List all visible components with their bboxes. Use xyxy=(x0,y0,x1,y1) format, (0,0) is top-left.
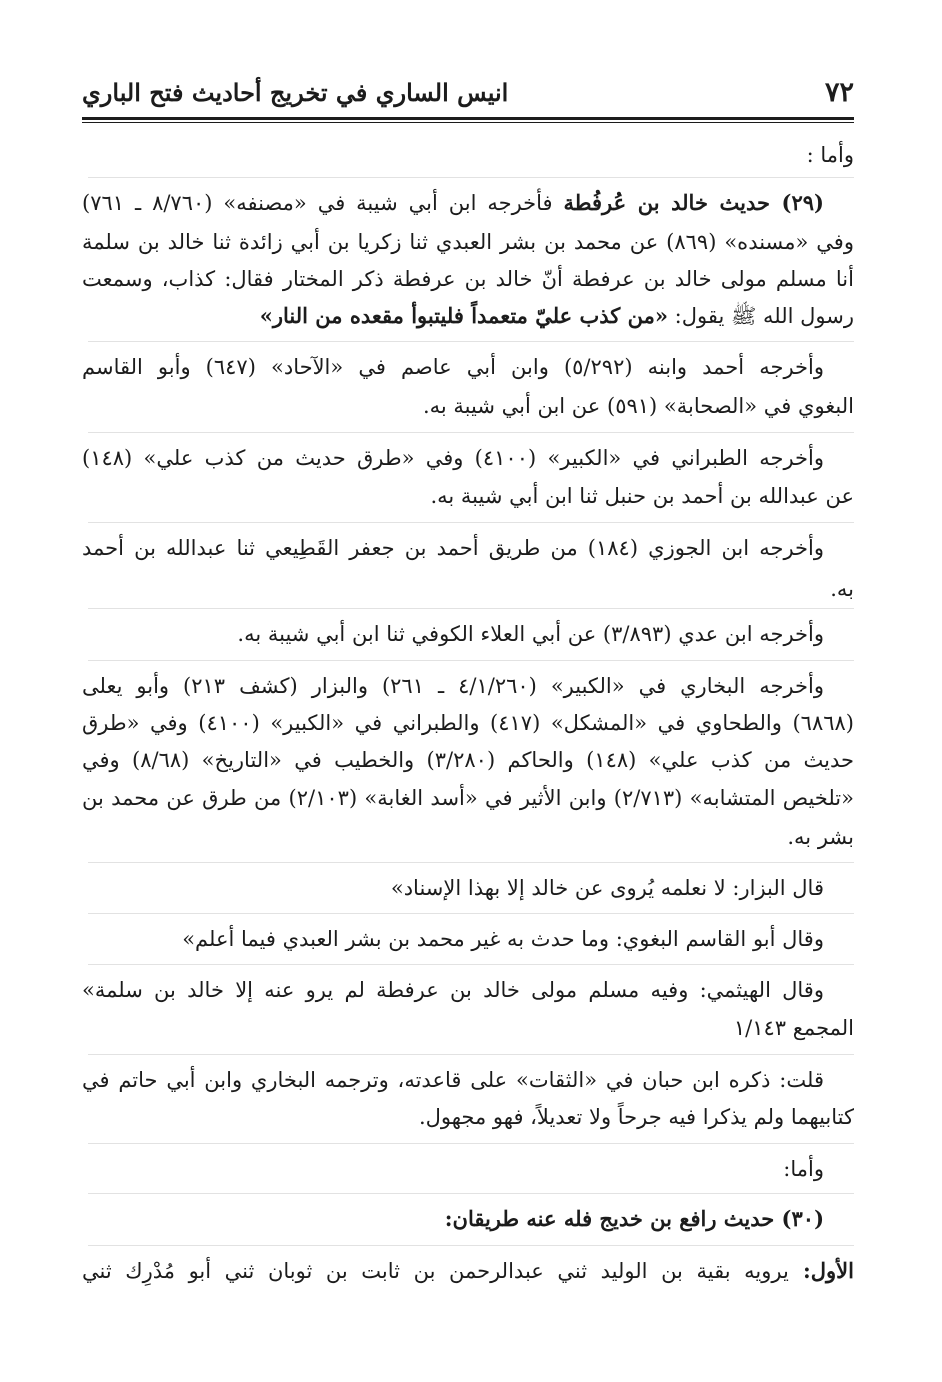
paragraph-separator xyxy=(88,660,854,661)
text-line: به. xyxy=(830,577,854,601)
paragraph-separator xyxy=(88,177,854,178)
paragraph-separator xyxy=(88,608,854,609)
text-line: كتابيهما ولم يذكرا فيه جرحاً ولا تعديلاً، فهو مجهول. xyxy=(418,1105,854,1129)
text-span: رسول الله ﷺ يقول: xyxy=(667,304,854,328)
text-line: بشر به. xyxy=(787,825,854,849)
text-line: «تلخيص المتشابه» (٢/٧١٣) وابن الأثير في «أسد الغابة» (٢/١٠٣) من طرق عن محمد بن xyxy=(82,786,854,810)
text-line: وأما : xyxy=(806,143,854,167)
header-rule-thin xyxy=(82,122,854,123)
text-line: (٦٨٦٨) والطحاوي في «المشكل» (٤١٧) والطبراني في «الكبير» (٤١٠٠) وفي «طرق xyxy=(82,711,854,735)
page-header xyxy=(82,70,854,114)
text-line: وأخرجه الطبراني في «الكبير» (٤١٠٠) وفي «طرق حديث من كذب علي» (١٤٨) xyxy=(82,446,824,470)
text-line: وفي «مسنده» (٨٦٩) عن محمد بن بشر العبدي ثنا زكريا بن أبي زائدة ثنا خالد بن سلمة xyxy=(82,230,854,254)
paragraph-separator xyxy=(88,341,854,342)
text-span: يرويه بقية بن الوليد ثني عبدالرحمن بن ثابت بن ثوبان ثني أبو مُدْرِك ثني xyxy=(82,1259,789,1283)
paragraph-separator xyxy=(88,1245,854,1246)
paragraph-separator xyxy=(88,432,854,433)
header-rule-thick xyxy=(82,117,854,120)
paragraph-separator xyxy=(88,862,854,863)
hadith-title-30: (٣٠) حديث رافع بن خديج فله عنه طريقان: xyxy=(444,1206,824,1231)
text-line: وقال الهيثمي: وفيه مسلم مولى خالد بن عرفطة لم يرو عنه إلا خالد بن سلمة» xyxy=(82,978,824,1002)
text-line: قال البزار: لا نعلمه يُروى عن خالد إلا بهذا الإسناد» xyxy=(390,876,824,900)
text-line xyxy=(82,1254,854,1288)
paragraph-separator xyxy=(88,1193,854,1194)
paragraph-separator xyxy=(88,1143,854,1144)
text-line xyxy=(82,186,854,220)
paragraph-separator xyxy=(88,964,854,965)
text-line: وأخرجه ابن الجوزي (١٨٤) من طريق أحمد بن جعفر القَطِيعي ثنا عبدالله بن أحمد xyxy=(82,536,824,560)
running-title: انيس الساري في تخريج أحاديث فتح الباري xyxy=(82,77,509,107)
text-line: وقال أبو القاسم البغوي: وما حدث به غير محمد بن بشر العبدي فيما أعلم» xyxy=(182,927,824,951)
text-line: عن عبدالله بن أحمد بن حنبل ثنا ابن أبي شيبة به. xyxy=(430,484,854,508)
text-line: وأخرجه ابن عدي (٣/٨٩٣) عن أبي العلاء الكوفي ثنا ابن أبي شيبة به. xyxy=(237,622,824,646)
paragraph-separator xyxy=(88,913,854,914)
paragraph-separator xyxy=(88,522,854,523)
hadith-title-29: (٢٩) حديث خالد بن عُرفُطة xyxy=(563,190,824,215)
text-line: قلت: ذكره ابن حبان في «الثقات» على قاعدته، وترجمه البخاري وابن أبي حاتم في xyxy=(82,1068,824,1092)
text-line: وأخرجه البخاري في «الكبير» (٤/١/٢٦٠ ـ ٢٦١) والبزار (كشف ٢١٣) وأبو يعلى xyxy=(82,674,824,698)
paragraph-separator xyxy=(88,1054,854,1055)
text-line: البغوي في «الصحابة» (٥٩١) عن ابن أبي شيبة به. xyxy=(422,394,854,418)
text-line: وأخرجه أحمد وابنه (٥/٢٩٢) وابن أبي عاصم في «الآحاد» (٦٤٧) وأبو القاسم xyxy=(82,355,824,379)
hadith-text: «من كذب عليّ متعمداً فليتبوأ مقعده من النار» xyxy=(259,303,668,328)
text-span: فأخرجه ابن أبي شيبة في «مصنفه» (٨/٧٦٠ ـ ٧٦١) xyxy=(82,191,564,215)
text-line: المجمع ١/١٤٣ xyxy=(733,1016,854,1040)
page-number: ٧٢ xyxy=(824,76,854,108)
text-line: وأما: xyxy=(783,1157,824,1181)
text-line: أنا مسلم مولى خالد بن عرفطة أنّ خالد بن عرفطة ذكر المختار فقال: كذاب، وسمعت xyxy=(82,267,854,291)
text-line xyxy=(82,299,854,333)
text-line: حديث من كذب علي» (١٤٨) والحاكم (٣/٢٨٠) والخطيب في «التاريخ» (٨/٦٨) وفي xyxy=(82,748,854,772)
first-path-label: الأول: xyxy=(788,1258,854,1283)
